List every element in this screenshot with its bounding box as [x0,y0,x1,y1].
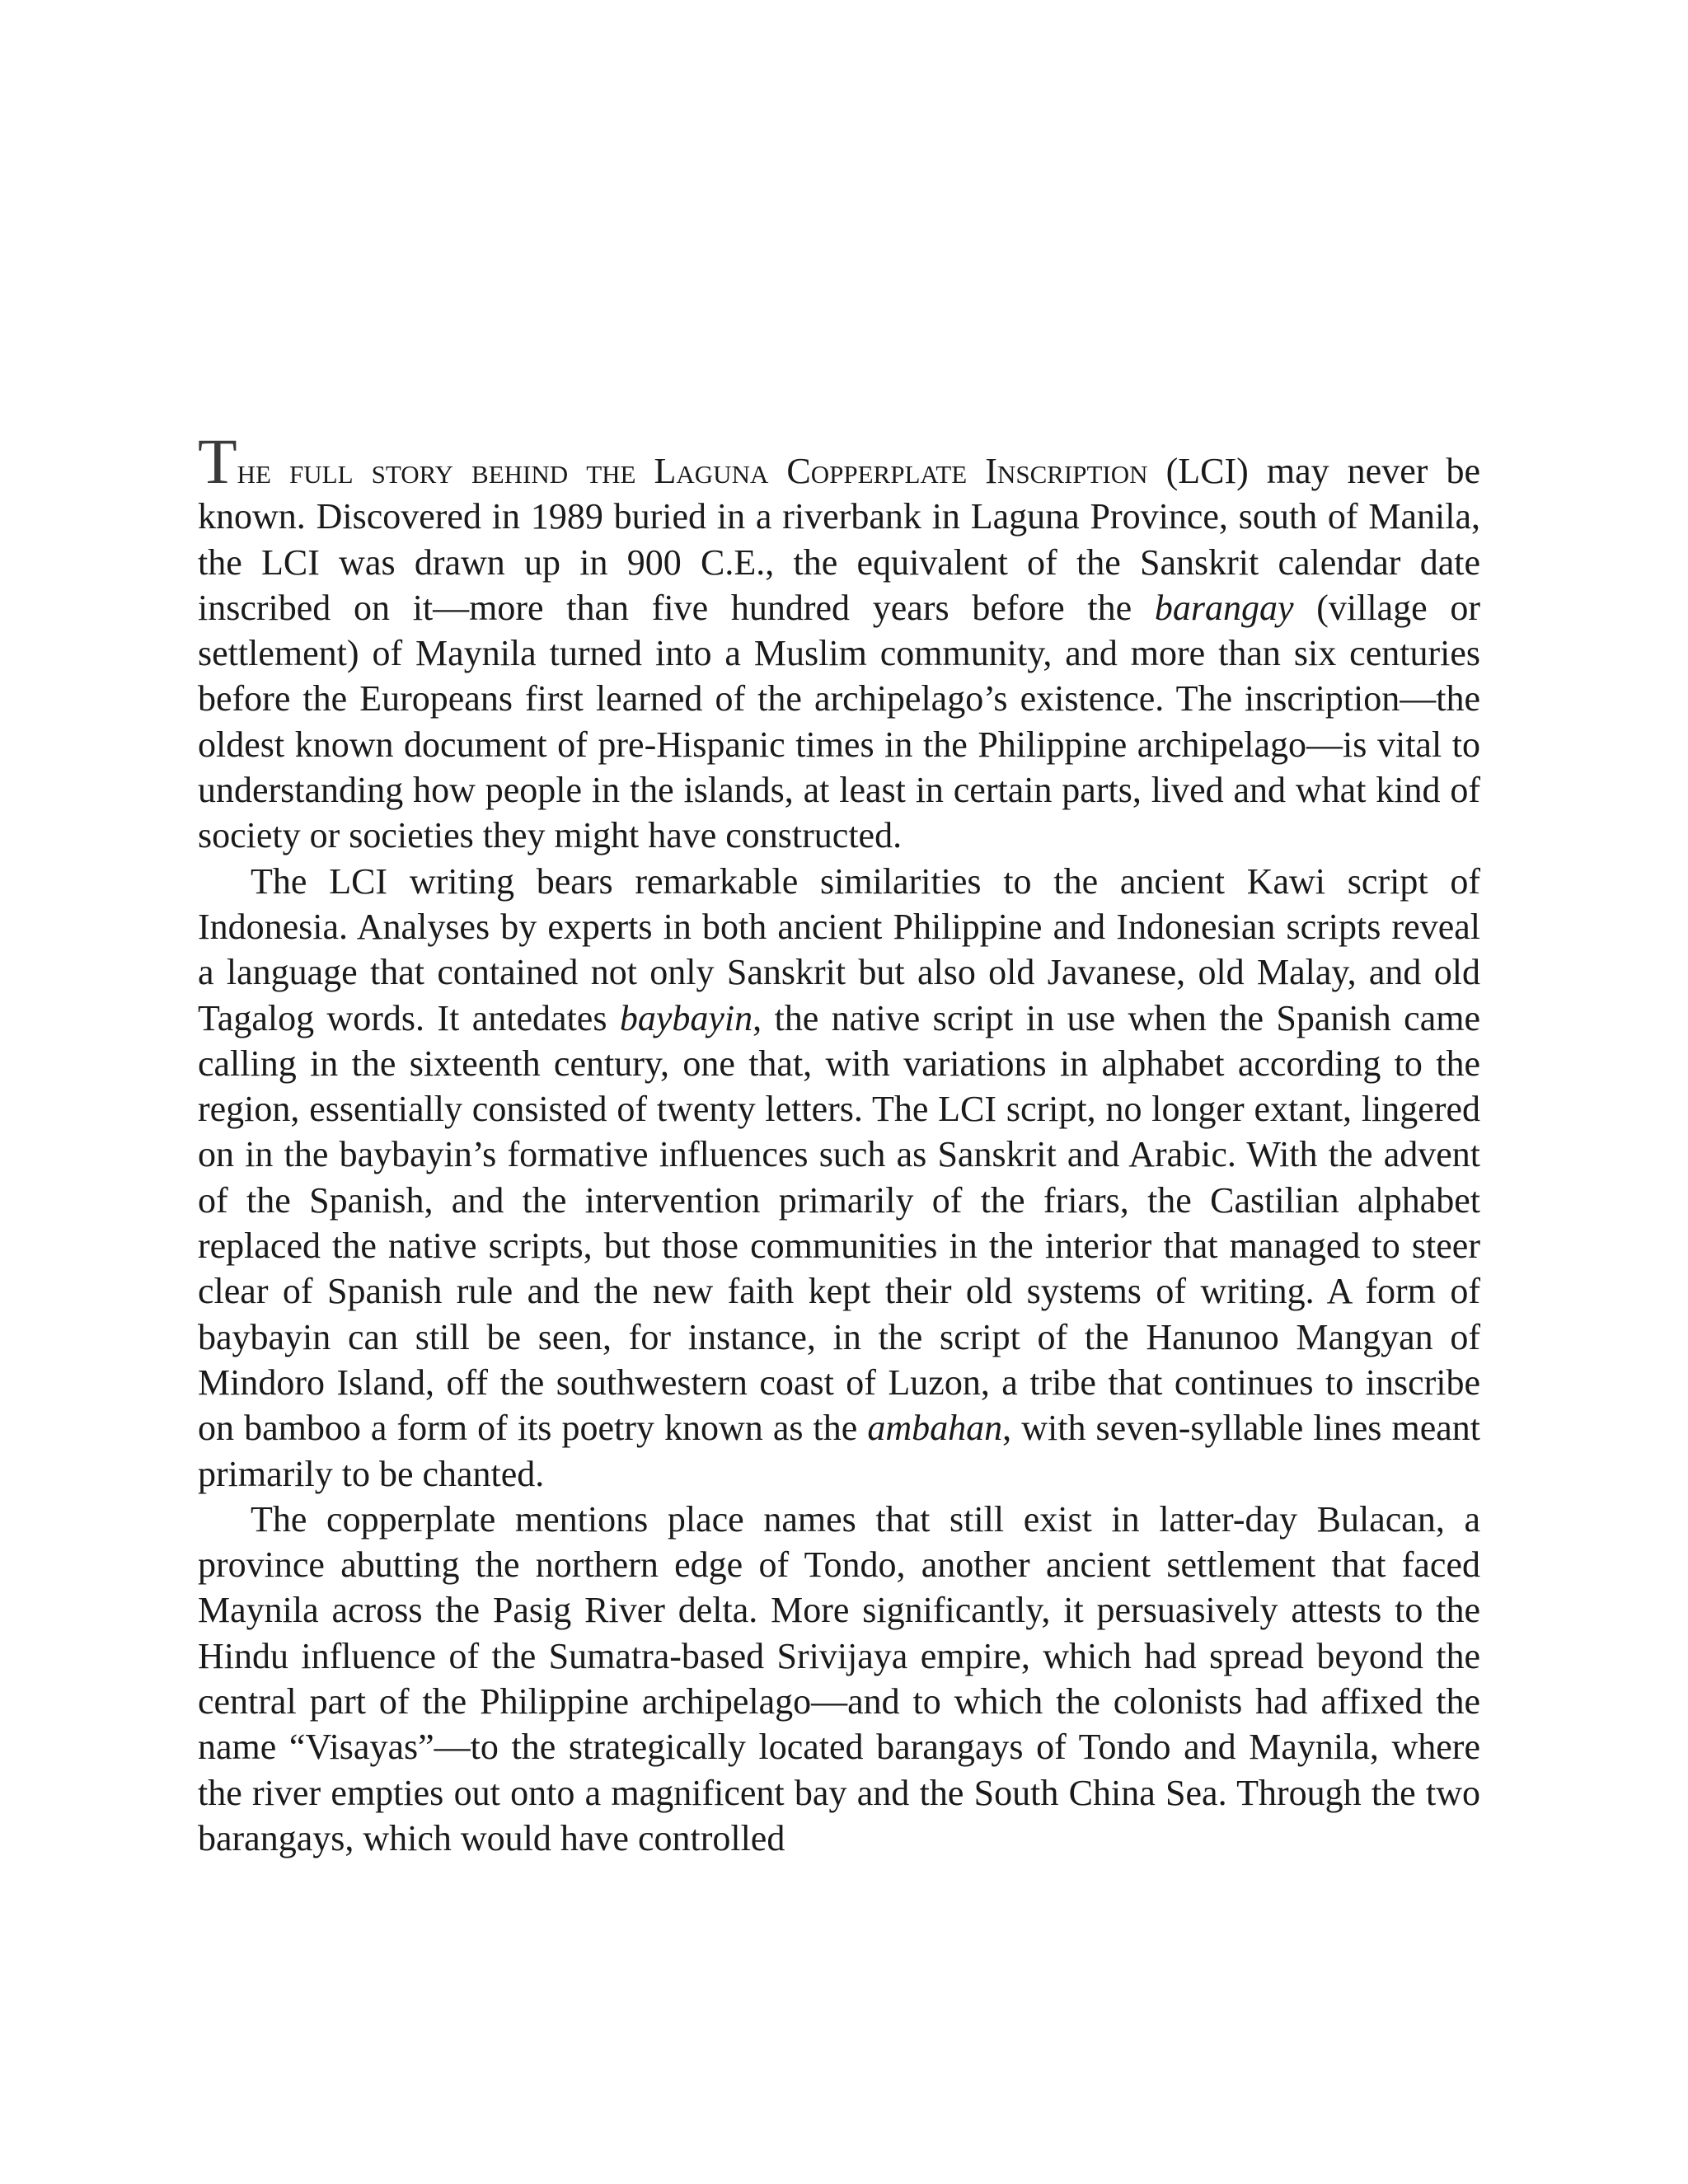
paragraph-1-text-cont: (village or settlement) of Maynila turned into a Muslim community, and more than six centuries before the Europeans first learned of the archipelago’s existence. The inscription—the oldest known document of pre-Hispanic times in the Philippine archipelago—is vital to understanding how people in the islands, at least in certain parts, lived and what kind of society or societies they might have constructed. [198,587,1480,856]
paragraph-3-text: The copperplate mentions place names that still exist in latter-day Bulacan, a province abutting the northern edge of Tondo, another ancient settlement that faced Maynila across the Pasig River delta. More significantly, it persuasively attests to the Hindu influence of the Sumatra-based Srivijaya empire, which had spread beyond the central part of the Philippine archipelago—and to which the colonists had affixed the name “Visayas”—to the strategically located barangays of Tondo and Maynila, where the river empties out onto a magnificent bay and the South China Sea. Through the two barangays, which would have controlled [198,1498,1480,1858]
paragraph-2-text-end: , with seven-syllable lines meant primarily to be chanted. [198,1408,1480,1494]
body-text [198,425,1480,1861]
paragraph-2-text-cont: , the native script in use when the Spanish came calling in the sixteenth century, one that, with variations in alphabet according to the region, essentially consisted of twenty letters. The LCI script, no longer extant, lingered on in the baybayin’s formative influences such as Sanskrit and Arabic. With the advent of the Spanish, and the intervention primarily of the friars, the Castilian alphabet replaced the native scripts, but those communities in the interior that managed to steer clear of Spanish rule and the new faith kept their old systems of writing. A form of baybayin can still be seen, for instance, in the script of the Hanunoo Mangyan of Mindoro Island, off the southwestern coast of Luzon, a tribe that continues to inscribe on bamboo a form of its poetry known as the [198,997,1480,1449]
paragraph-1-text: (LCI) may never be known. Discovered in 1989 buried in a riverbank in Laguna Province, south of Manila, the LCI was drawn up in 900 C.E., the equivalent of the Sanskrit calendar date inscribed on it—more than five hundred years before the [198,451,1480,628]
paragraph-2-text: The LCI writing bears remarkable similarities to the ancient Kawi script of Indonesia. Analyses by experts in both ancient Philippine and Indonesian scripts reveal a language that contained not only Sanskrit but also old Javanese, old Malay, and old Tagalog words. It antedates [198,860,1480,1038]
italic-term-barangay: barangay [1154,587,1294,628]
drop-cap: T [198,425,237,497]
paragraph-1 [198,425,1480,859]
paragraph-3 [198,1497,1480,1861]
italic-term-baybayin: baybayin [619,997,753,1038]
paragraph-2 [198,859,1480,1497]
italic-term-ambahan: ambahan [867,1408,1003,1449]
lead-in-smallcaps: he full story behind the Laguna Copperplate Inscription [237,451,1148,491]
